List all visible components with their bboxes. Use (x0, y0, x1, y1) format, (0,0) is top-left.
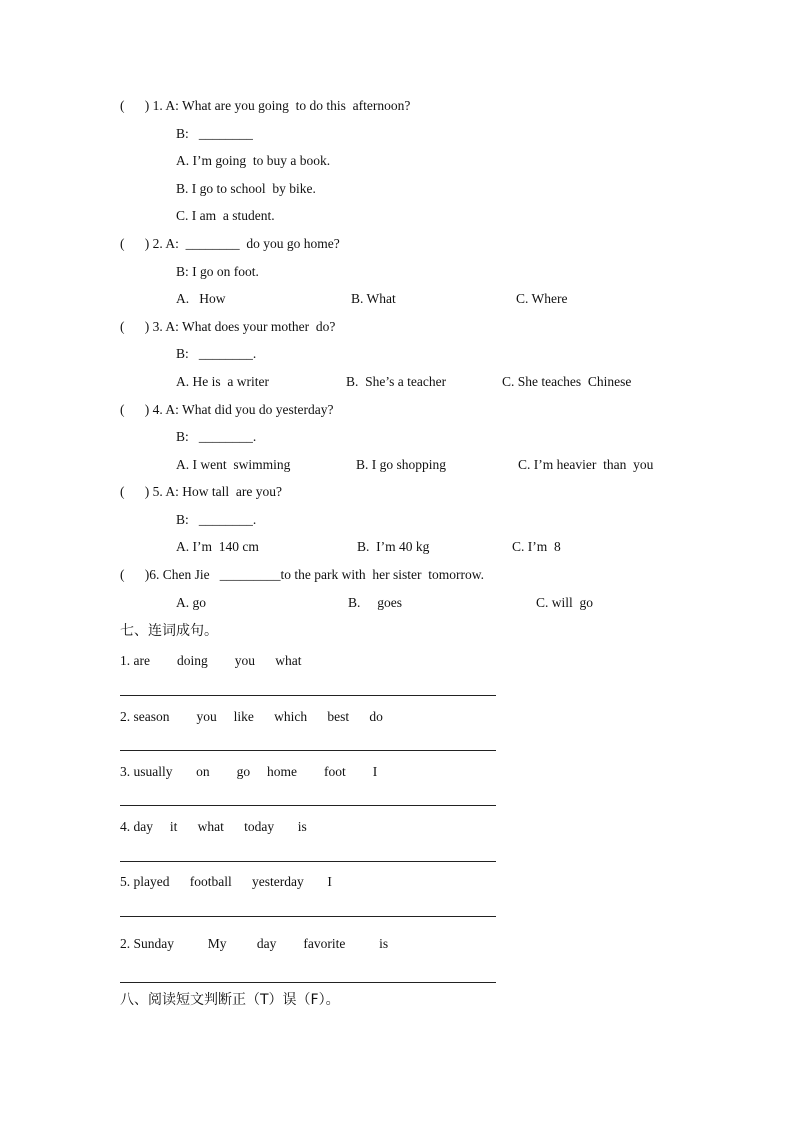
option-a: A. How (176, 291, 226, 306)
answer-write-line (120, 805, 496, 806)
question-stem: ( )6. Chen Jie _________to the park with her sister tomorrow. (120, 567, 484, 582)
option-b: B. I go shopping (356, 457, 447, 472)
word-order-item: 3. usually on go home foot I (120, 764, 378, 779)
option-b: B. What (351, 291, 396, 306)
answer-line: B: I go on foot. (176, 264, 259, 279)
question-stem: ( ) 5. A: How tall are you? (120, 484, 282, 499)
option-a: A. He is a writer (176, 374, 269, 389)
question-stem: ( ) 2. A: ________ do you go home? (120, 236, 340, 251)
word-order-item: 2. season you like which best do (120, 709, 383, 724)
option-c: C. will go (536, 595, 594, 610)
answer-write-line (120, 695, 496, 696)
option-a: A. I went swimming (176, 457, 291, 472)
option-b: B. I’m 40 kg (357, 539, 430, 554)
option-c: C. Where (516, 291, 568, 306)
word-order-item: 4. day it what today is (120, 819, 307, 834)
word-order-item: 1. are doing you what (120, 653, 302, 668)
answer-blank-line: B: ________. (176, 346, 257, 361)
option-c: C. She teaches Chinese (502, 374, 632, 389)
question-stem: ( ) 1. A: What are you going to do this afternoon? (120, 98, 411, 113)
answer-blank-line: B: ________. (176, 512, 257, 527)
word-order-item: 5. played football yesterday I (120, 874, 332, 889)
question-stem: ( ) 3. A: What does your mother do? (120, 319, 336, 334)
answer-blank-line: B: ________. (176, 429, 257, 444)
word-order-item: 2. Sunday My day favorite is (120, 936, 389, 951)
question-stem: ( ) 4. A: What did you do yesterday? (120, 402, 334, 417)
answer-write-line (120, 982, 496, 983)
answer-write-line (120, 750, 496, 751)
section-title: 七、连词成句。 (120, 623, 218, 639)
section-title: 八、阅读短文判断正（T）误（F）。 (120, 992, 340, 1008)
option-c: C. I am a student. (176, 208, 275, 223)
option-b: B. goes (348, 595, 402, 610)
option-b: B. She’s a teacher (346, 374, 447, 389)
option-a: A. go (176, 595, 206, 610)
answer-blank-line: B: ________ (176, 126, 253, 141)
option-a: A. I’m going to buy a book. (176, 153, 331, 168)
option-c: C. I’m heavier than you (518, 457, 654, 472)
answer-write-line (120, 861, 496, 862)
option-a: A. I’m 140 cm (176, 539, 259, 554)
option-c: C. I’m 8 (512, 539, 561, 554)
answer-write-line (120, 916, 496, 917)
option-b: B. I go to school by bike. (176, 181, 316, 196)
